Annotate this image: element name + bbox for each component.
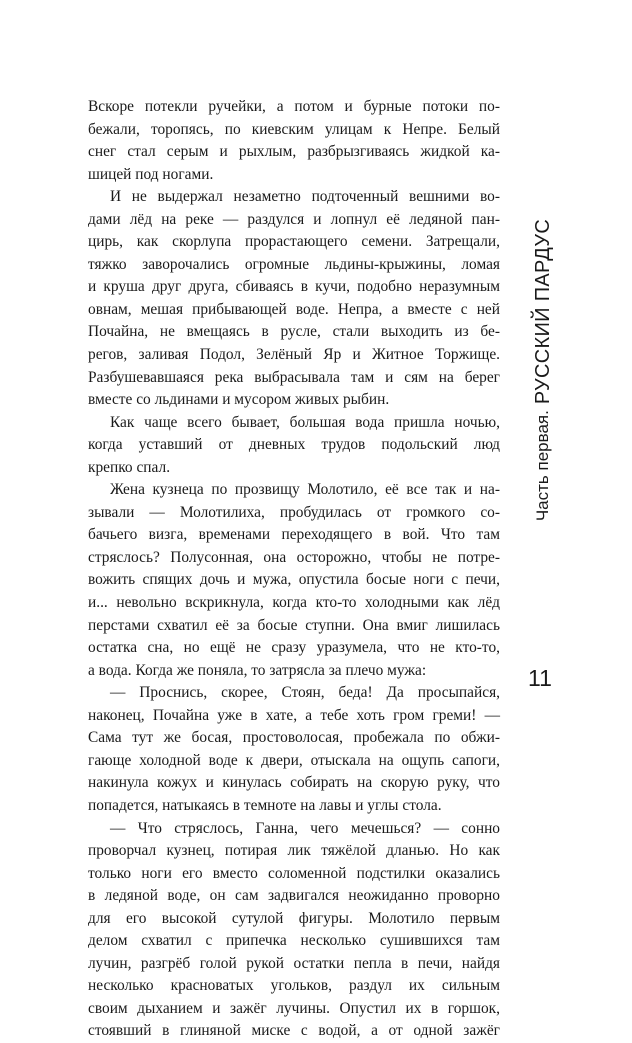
running-head — [528, 100, 558, 640]
text-line: И не выдержал незаметно подточенный вешними во- — [110, 188, 500, 206]
text-line: шицей под ногами. — [88, 165, 214, 183]
text-line: лучин, разгрёб голой рукой остатки пепла в печи, найдя — [88, 954, 500, 972]
text-line: Разбушевавшаяся река выбрасывала там и сям на берег — [88, 368, 500, 386]
text-line: в ледяной воде, он сам задвигался неожиданно проворно — [88, 887, 500, 905]
text-line: вожить спящих дочь и мужа, опустила босые ноги с печи, — [88, 571, 500, 589]
text-line: бежали, торопясь, по киевским улицам к Непре. Белый — [88, 120, 500, 138]
text-line: делом схватил с припечка несколько сушившихся там — [88, 932, 500, 950]
text-line: только ноги его вместо соломенной подстилки оказались — [88, 864, 500, 882]
text-line: цирь, как скорлупа прорастающего семени. Затрещали, — [88, 233, 500, 251]
text-line: дами лёд на реке — раздулся и лопнул её ледяной пан- — [88, 210, 500, 228]
text-line: Сама тут же босая, простоволосая, пробежала по обжи- — [88, 729, 500, 747]
text-line: накинула кожух и кинулась собирать на скорую руку, что — [88, 774, 500, 792]
page-number: 11 — [528, 665, 552, 691]
text-line: Почайна, не вмещаясь в русле, стали выходить из бе- — [88, 323, 500, 341]
running-head-book-title: РУССКИЙ ПАРДУС — [531, 218, 554, 405]
text-line: и... невольно вскрикнула, когда кто-то холодными как лёд — [88, 594, 500, 612]
text-line: овнам, мешая прибывающей воде. Непра, а вместе с ней — [88, 300, 500, 318]
text-line: бачьего визга, временами переходящего в вой. Что там — [88, 526, 500, 544]
running-head-column — [528, 100, 558, 640]
text-line: а вода. Когда же поняла, то затрясла за плечо мужа: — [88, 661, 427, 679]
body-text — [88, 96, 500, 1043]
text-line: стоявший в глиняной миске с водой, а от одной зажёг — [88, 1022, 500, 1040]
text-line: — Проснись, скорее, Стоян, беда! Да просыпайся, — [110, 684, 500, 702]
text-line: Жена кузнеца по прозвищу Молотило, её все так и на- — [110, 481, 500, 499]
text-line: стряслось? Полусонная, она осторожно, чтобы не потре- — [88, 548, 500, 566]
text-line: Вскоре потекли ручейки, а потом и бурные потоки по- — [88, 98, 500, 115]
text-line: когда уставший от дневных трудов подольский люд — [88, 436, 500, 454]
text-line: регов, заливая Подол, Зелёный Яр и Житное Торжище. — [88, 346, 500, 364]
text-line: тяжко заворочались огромные льдины-крыжины, ломая — [88, 255, 500, 273]
text-line: и круша друг друга, сбиваясь в кучи, подобно неразумным — [88, 278, 500, 296]
text-line: своим дыханием и зажёг лучины. Опустил их в горшок, — [88, 999, 500, 1017]
text-line: перстами схватил её за босые ступни. Она вмиг лишилась — [88, 616, 500, 634]
running-head-part: Часть первая. — [533, 410, 552, 522]
text-line: наконец, Почайна уже в хате, а тебе хоть гром греми! — — [88, 706, 500, 724]
text-line: зывали — Молотилиха, пробудилась от громкого со- — [88, 503, 500, 521]
text-line: попадется, натыкаясь в темноте на лавы и углы стола. — [88, 796, 442, 814]
text-line: для его высокой сутулой фигуры. Молотило первым — [88, 909, 500, 927]
text-line: гающе холодной воде к двери, отыскала на ощупь сапоги, — [88, 751, 500, 769]
text-line: снег стал серым и рыхлым, разбрызгиваясь жидкой ка- — [88, 143, 500, 161]
text-line: несколько красноватых угольков, раздул их сильным — [88, 977, 500, 995]
text-line: крепко спал. — [88, 458, 171, 476]
text-line: Как чаще всего бывает, большая вода пришла ночью, — [110, 413, 500, 431]
text-line: остатка сна, но ещё не сразу уразумела, что не кто-то, — [88, 639, 500, 657]
text-line: — Что стряслось, Ганна, чего мечешься? — сонно — [110, 819, 500, 837]
text-line: вместе со льдинами и мусором живых рыбин. — [88, 391, 390, 409]
text-line: проворчал кузнец, потирая лик тяжёлой дланью. Но как — [88, 842, 500, 860]
